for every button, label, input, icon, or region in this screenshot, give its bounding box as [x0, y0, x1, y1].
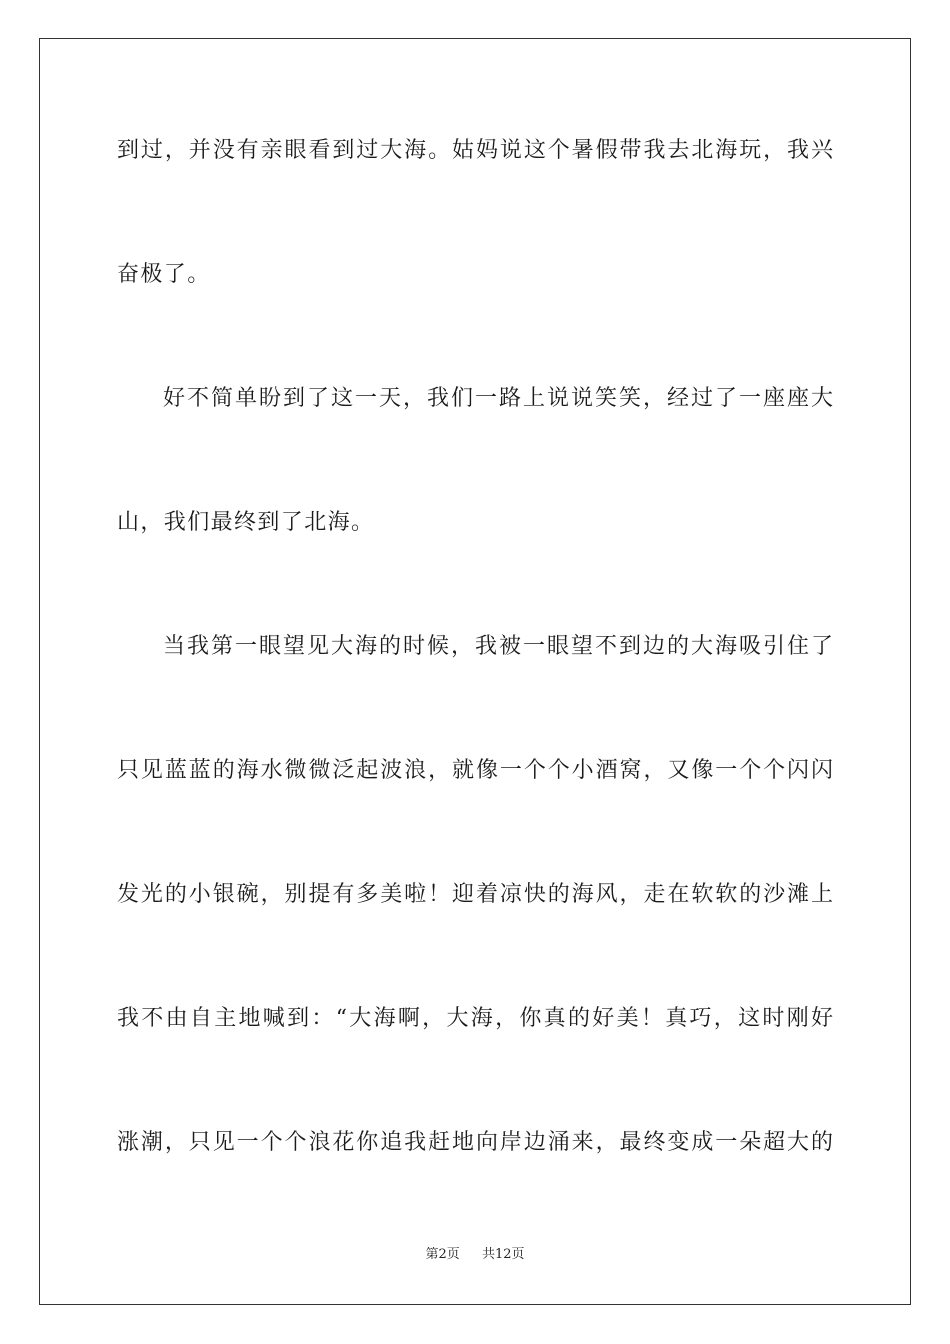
body-text-line-2: 奋极了。 [117, 262, 211, 287]
page-number: 第2页 [425, 1247, 460, 1262]
page-border [39, 38, 911, 1305]
page-footer [0, 1246, 950, 1264]
body-text-line-8: 我不由自主地喊到：“大海啊，大海，你真的好美！真巧，这时刚好 [117, 1006, 833, 1031]
body-text-line-5: 当我第一眼望见大海的时候，我被一眼望不到边的大海吸引住了 [163, 634, 833, 659]
body-text-line-4: 山，我们最终到了北海。 [117, 510, 375, 535]
body-text-line-7: 发光的小银碗，别提有多美啦！迎着凉快的海风，走在软软的沙滩上 [117, 882, 833, 907]
body-text-line-6: 只见蓝蓝的海水微微泛起波浪，就像一个个小酒窝，又像一个个闪闪 [117, 758, 833, 783]
body-text-line-9: 涨潮，只见一个个浪花你追我赶地向岸边涌来，最终变成一朵超大的 [117, 1130, 833, 1155]
body-text-line-1: 到过，并没有亲眼看到过大海。姑妈说这个暑假带我去北海玩，我兴 [117, 138, 833, 163]
body-text-line-3: 好不简单盼到了这一天，我们一路上说说笑笑，经过了一座座大 [163, 386, 833, 411]
page-total: 共12页 [482, 1247, 525, 1262]
